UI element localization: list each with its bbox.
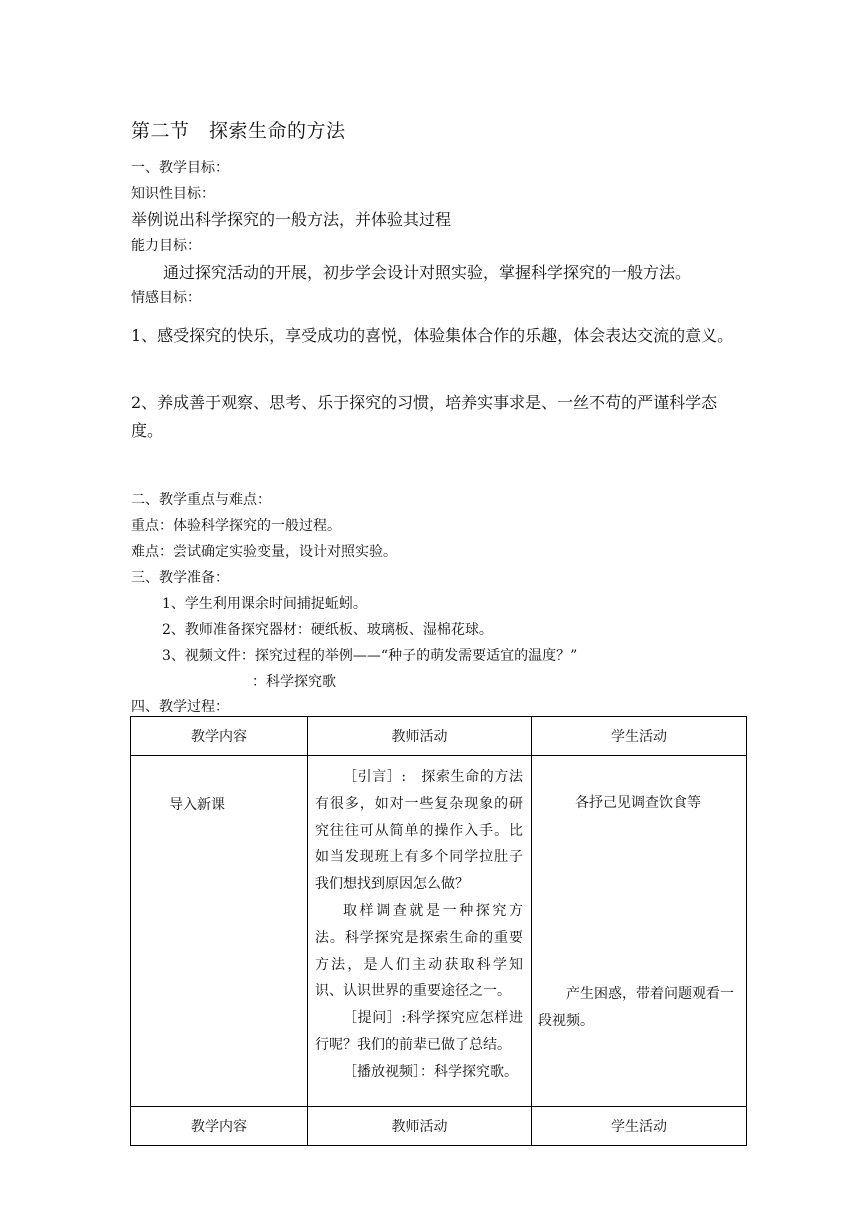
section-1-heading: 一、教学目标： (131, 160, 229, 176)
knowledge-goal-text: 举例说出科学探究的一般方法，并体验其过程 (131, 210, 452, 229)
row-content-cell (131, 756, 308, 1107)
section-2-heading: 二、教学重点与难点： (131, 492, 271, 508)
emotion-goal-2: 2、养成善于观察、思考、乐于探究的习惯，培养实事求是、一丝不苟的严谨科学态度。 (131, 393, 718, 440)
emotion-goal-1: 1、感受探究的快乐，享受成功的喜悦，体验集体合作的乐趣，体会表达交流的意义。 (131, 326, 734, 345)
footer-header-student-activity: 学生活动 (532, 1107, 747, 1146)
teacher-paragraph-4: ［播放视频］：科学探究歌。 (343, 1063, 518, 1080)
prep-item-3: 3、视频文件：探究过程的举例——“种子的萌发需要适宜的温度？” (162, 648, 578, 664)
teaching-process-table (130, 716, 747, 1146)
prep-item-4: ：科学探究歌 (252, 674, 336, 690)
header-content: 教学内容 (131, 717, 308, 756)
prep-item-2: 2、教师准备探究器材：硬纸板、玻璃板、湿棉花球。 (162, 622, 493, 638)
teacher-paragraph-2: 取样调查就是一种探究方法。科学探究是探索生命的重要方法，是人们主动获取科学知识、认识世界的重要途径之一。 (315, 902, 523, 1000)
student-activity-1: 各抒己见调查饮食等 (575, 795, 701, 811)
ability-goal-label: 能力目标： (131, 238, 201, 254)
footer-header-content: 教学内容 (131, 1107, 308, 1146)
section-3-heading: 三、教学准备： (131, 570, 229, 586)
header-teacher-activity: 教师活动 (308, 717, 532, 756)
page-title: 第二节 探索生命的方法 (131, 120, 346, 142)
teacher-paragraph-1: ［引言］: 探索生命的方法有很多，如对一些复杂现象的研究往往可从简单的操作入手。比如当发现班上有多个同学拉肚子我们想找到原因怎么做？ (315, 769, 523, 893)
emotion-goal-label: 情感目标： (131, 290, 201, 306)
content-intro: 导入新课 (169, 797, 225, 813)
teacher-paragraph-3: ［提问］:科学探究应怎样进行呢？我们的前辈已做了总结。 (315, 1010, 523, 1053)
table-header-row (131, 717, 747, 756)
ability-goal-text: 通过探究活动的开展，初步学会设计对照实验，掌握科学探究的一般方法。 (163, 263, 692, 282)
key-point: 重点：体验科学探究的一般过程。 (131, 518, 341, 534)
row-student-cell (532, 756, 747, 1107)
table-footer-header-row (131, 1107, 747, 1146)
difficult-point: 难点：尝试确定实验变量，设计对照实验。 (131, 544, 397, 560)
table-row (131, 756, 747, 1107)
knowledge-goal-label: 知识性目标： (131, 186, 215, 202)
section-4-heading: 四、教学过程： (131, 699, 229, 715)
row-teacher-cell (308, 756, 532, 1107)
prep-item-1: 1、学生利用课余时间捕捉蚯蚓。 (162, 596, 367, 612)
footer-header-teacher-activity: 教师活动 (308, 1107, 532, 1146)
student-activity-2: 产生困惑，带着问题观看一段视频。 (538, 985, 734, 1029)
header-student-activity: 学生活动 (532, 717, 747, 756)
